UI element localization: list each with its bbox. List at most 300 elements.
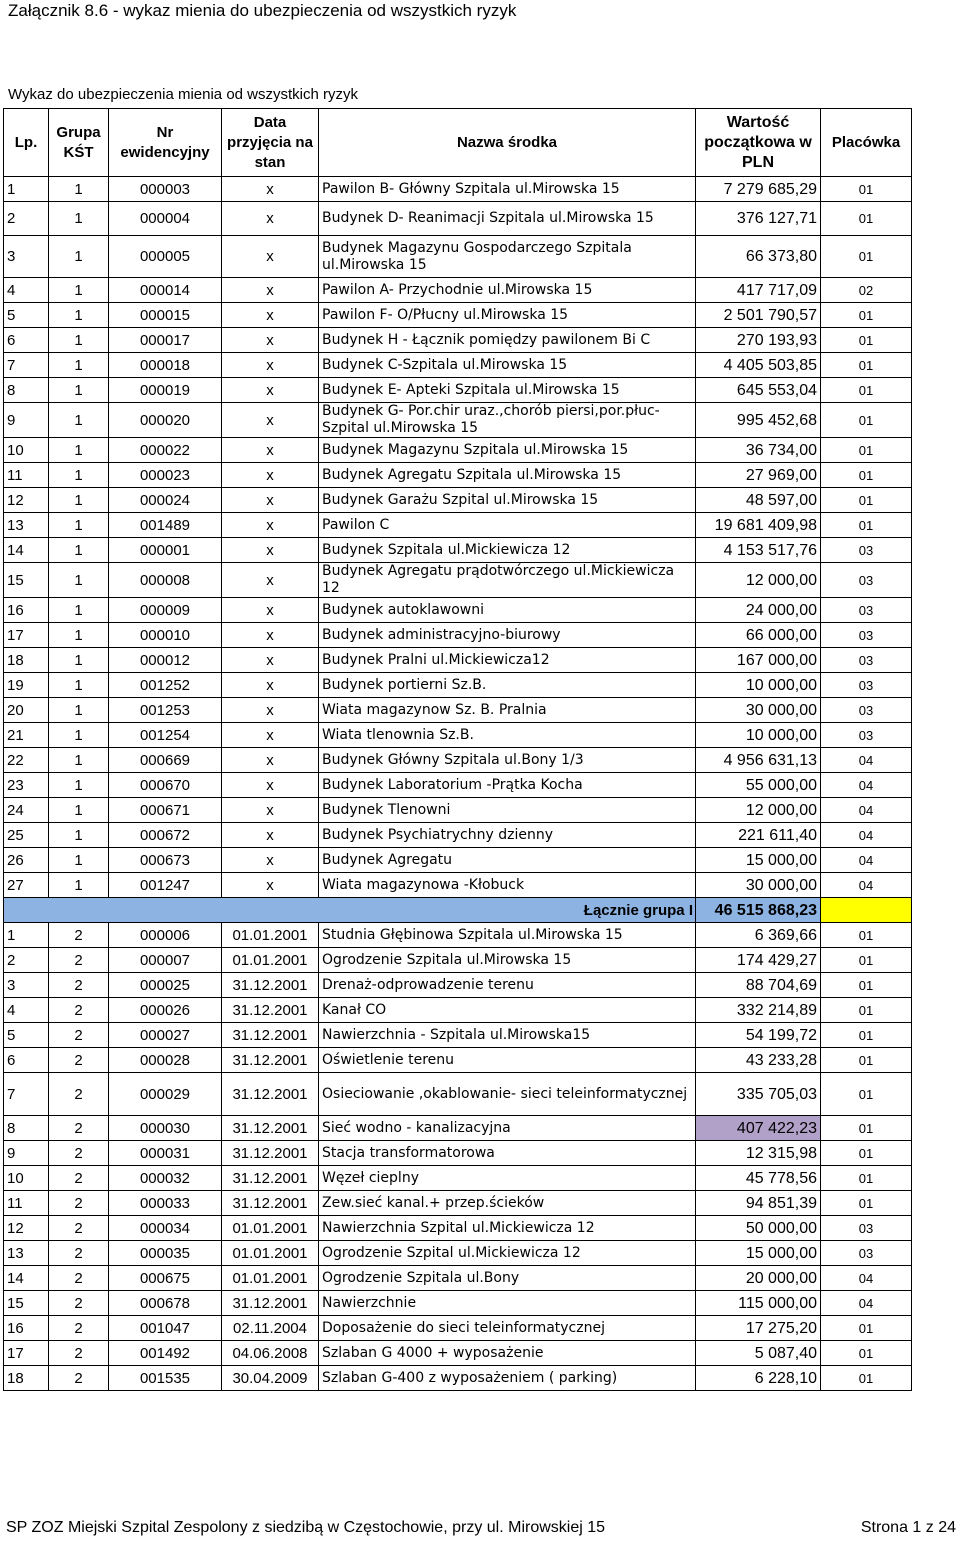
cell-wartosc: 36 734,00 bbox=[696, 438, 821, 463]
cell-data: x bbox=[222, 177, 319, 202]
table-row bbox=[4, 513, 912, 538]
cell-nazwa: Pawilon A- Przychodnie ul.Mirowska 15 bbox=[319, 278, 696, 303]
cell-nazwa: Wiata magazynow Sz. B. Pralnia bbox=[319, 698, 696, 723]
cell-grupa: 1 bbox=[49, 598, 109, 623]
cell-grupa: 1 bbox=[49, 278, 109, 303]
cell-nazwa: Budynek Agregatu bbox=[319, 848, 696, 873]
cell-nr: 000018 bbox=[109, 353, 222, 378]
cell-wartosc: 94 851,39 bbox=[696, 1191, 821, 1216]
cell-lp: 26 bbox=[4, 848, 49, 873]
cell-nazwa: Nawierzchnia Szpital ul.Mickiewicza 12 bbox=[319, 1216, 696, 1241]
cell-wartosc: 335 705,03 bbox=[696, 1073, 821, 1116]
cell-lp: 6 bbox=[4, 328, 49, 353]
table-row bbox=[4, 598, 912, 623]
table-row bbox=[4, 1023, 912, 1048]
cell-nr: 000669 bbox=[109, 748, 222, 773]
cell-wartosc: 54 199,72 bbox=[696, 1023, 821, 1048]
cell-placowka: 03 bbox=[821, 623, 912, 648]
cell-grupa: 1 bbox=[49, 378, 109, 403]
cell-wartosc: 6 228,10 bbox=[696, 1366, 821, 1391]
cell-nr: 000020 bbox=[109, 403, 222, 438]
cell-nazwa: Budynek Pralni ul.Mickiewicza12 bbox=[319, 648, 696, 673]
cell-grupa: 1 bbox=[49, 698, 109, 723]
cell-nr: 000008 bbox=[109, 563, 222, 598]
cell-grupa: 2 bbox=[49, 1366, 109, 1391]
cell-grupa: 1 bbox=[49, 463, 109, 488]
cell-wartosc: 55 000,00 bbox=[696, 773, 821, 798]
cell-nr: 000035 bbox=[109, 1241, 222, 1266]
cell-wartosc: 174 429,27 bbox=[696, 948, 821, 973]
table-row bbox=[4, 773, 912, 798]
cell-data: x bbox=[222, 648, 319, 673]
cell-data: 04.06.2008 bbox=[222, 1341, 319, 1366]
table-row bbox=[4, 1048, 912, 1073]
cell-lp: 22 bbox=[4, 748, 49, 773]
header-nazwa: Nazwa środka bbox=[319, 109, 696, 177]
cell-lp: 17 bbox=[4, 1341, 49, 1366]
cell-data: x bbox=[222, 623, 319, 648]
cell-data: 01.01.2001 bbox=[222, 1216, 319, 1241]
cell-placowka: 01 bbox=[821, 1023, 912, 1048]
cell-data: x bbox=[222, 438, 319, 463]
table-row bbox=[4, 648, 912, 673]
cell-grupa: 2 bbox=[49, 1023, 109, 1048]
cell-grupa: 2 bbox=[49, 1316, 109, 1341]
cell-wartosc: 10 000,00 bbox=[696, 723, 821, 748]
cell-nazwa: Ogrodzenie Szpitala ul.Mirowska 15 bbox=[319, 948, 696, 973]
cell-nazwa: Budynek C-Szpitala ul.Mirowska 15 bbox=[319, 353, 696, 378]
table-row bbox=[4, 973, 912, 998]
group-total-label: Łącznie grupa I bbox=[4, 898, 696, 923]
cell-nr: 000024 bbox=[109, 488, 222, 513]
cell-wartosc: 50 000,00 bbox=[696, 1216, 821, 1241]
cell-data: x bbox=[222, 673, 319, 698]
cell-lp: 8 bbox=[4, 378, 49, 403]
cell-placowka: 01 bbox=[821, 177, 912, 202]
cell-wartosc: 27 969,00 bbox=[696, 463, 821, 488]
cell-grupa: 1 bbox=[49, 177, 109, 202]
cell-nr: 000028 bbox=[109, 1048, 222, 1073]
cell-data: x bbox=[222, 598, 319, 623]
cell-nazwa: Sieć wodno - kanalizacyjna bbox=[319, 1116, 696, 1141]
cell-data: x bbox=[222, 798, 319, 823]
cell-data: 31.12.2001 bbox=[222, 1191, 319, 1216]
group-total-row bbox=[4, 898, 912, 923]
cell-grupa: 1 bbox=[49, 823, 109, 848]
cell-data: 31.12.2001 bbox=[222, 1291, 319, 1316]
cell-placowka: 03 bbox=[821, 1241, 912, 1266]
cell-data: x bbox=[222, 698, 319, 723]
cell-placowka: 04 bbox=[821, 823, 912, 848]
cell-grupa: 2 bbox=[49, 1191, 109, 1216]
table-row bbox=[4, 278, 912, 303]
table-row bbox=[4, 378, 912, 403]
cell-grupa: 1 bbox=[49, 623, 109, 648]
cell-nr: 000010 bbox=[109, 623, 222, 648]
cell-nr: 000032 bbox=[109, 1166, 222, 1191]
cell-lp: 5 bbox=[4, 1023, 49, 1048]
cell-nr: 000023 bbox=[109, 463, 222, 488]
cell-placowka: 01 bbox=[821, 488, 912, 513]
cell-grupa: 2 bbox=[49, 948, 109, 973]
table-row bbox=[4, 798, 912, 823]
cell-nr: 000670 bbox=[109, 773, 222, 798]
cell-nr: 000015 bbox=[109, 303, 222, 328]
cell-wartosc: 19 681 409,98 bbox=[696, 513, 821, 538]
cell-nazwa: Osieciowanie ,okablowanie- sieci teleinformatycznej bbox=[319, 1073, 696, 1116]
table-row bbox=[4, 848, 912, 873]
cell-grupa: 1 bbox=[49, 748, 109, 773]
cell-nazwa: Oświetlenie terenu bbox=[319, 1048, 696, 1073]
table-row bbox=[4, 202, 912, 236]
cell-wartosc: 66 373,80 bbox=[696, 236, 821, 278]
cell-wartosc: 270 193,93 bbox=[696, 328, 821, 353]
cell-lp: 25 bbox=[4, 823, 49, 848]
cell-data: 01.01.2001 bbox=[222, 1241, 319, 1266]
cell-nr: 000678 bbox=[109, 1291, 222, 1316]
cell-data: x bbox=[222, 773, 319, 798]
table-subtitle: Wykaz do ubezpieczenia mienia od wszystkich ryzyk bbox=[8, 86, 359, 103]
cell-nazwa: Budynek Laboratorium -Prątka Kocha bbox=[319, 773, 696, 798]
cell-lp: 1 bbox=[4, 923, 49, 948]
cell-grupa: 2 bbox=[49, 1291, 109, 1316]
cell-nazwa: Wiata magazynowa -Kłobuck bbox=[319, 873, 696, 898]
cell-lp: 7 bbox=[4, 353, 49, 378]
cell-data: x bbox=[222, 488, 319, 513]
cell-nazwa: Szlaban G 4000 + wyposażenie bbox=[319, 1341, 696, 1366]
cell-grupa: 1 bbox=[49, 353, 109, 378]
table-row bbox=[4, 998, 912, 1023]
cell-lp: 4 bbox=[4, 278, 49, 303]
cell-grupa: 1 bbox=[49, 798, 109, 823]
cell-grupa: 2 bbox=[49, 1141, 109, 1166]
cell-grupa: 2 bbox=[49, 1241, 109, 1266]
table-row bbox=[4, 538, 912, 563]
table-row bbox=[4, 1116, 912, 1141]
cell-lp: 18 bbox=[4, 1366, 49, 1391]
cell-lp: 5 bbox=[4, 303, 49, 328]
table-row bbox=[4, 403, 912, 438]
cell-nazwa: Studnia Głębinowa Szpitala ul.Mirowska 15 bbox=[319, 923, 696, 948]
cell-lp: 23 bbox=[4, 773, 49, 798]
table-row bbox=[4, 923, 912, 948]
cell-grupa: 1 bbox=[49, 873, 109, 898]
cell-grupa: 1 bbox=[49, 673, 109, 698]
cell-data: x bbox=[222, 202, 319, 236]
cell-nr: 000027 bbox=[109, 1023, 222, 1048]
cell-grupa: 1 bbox=[49, 438, 109, 463]
table-row bbox=[4, 328, 912, 353]
cell-placowka: 01 bbox=[821, 328, 912, 353]
cell-nazwa: Węzeł cieplny bbox=[319, 1166, 696, 1191]
cell-nr: 000022 bbox=[109, 438, 222, 463]
cell-data: 31.12.2001 bbox=[222, 998, 319, 1023]
cell-lp: 7 bbox=[4, 1073, 49, 1116]
cell-grupa: 1 bbox=[49, 236, 109, 278]
cell-data: x bbox=[222, 403, 319, 438]
cell-nr: 000009 bbox=[109, 598, 222, 623]
cell-nazwa: Budynek autoklawowni bbox=[319, 598, 696, 623]
cell-wartosc: 66 000,00 bbox=[696, 623, 821, 648]
cell-data: x bbox=[222, 873, 319, 898]
cell-placowka: 03 bbox=[821, 598, 912, 623]
cell-nr: 000003 bbox=[109, 177, 222, 202]
cell-lp: 11 bbox=[4, 1191, 49, 1216]
cell-grupa: 1 bbox=[49, 202, 109, 236]
cell-wartosc: 6 369,66 bbox=[696, 923, 821, 948]
cell-nazwa: Budynek Szpitala ul.Mickiewicza 12 bbox=[319, 538, 696, 563]
cell-grupa: 2 bbox=[49, 1073, 109, 1116]
cell-grupa: 1 bbox=[49, 538, 109, 563]
cell-data: x bbox=[222, 748, 319, 773]
cell-nazwa: Doposażenie do sieci teleinformatycznej bbox=[319, 1316, 696, 1341]
cell-nazwa: Pawilon C bbox=[319, 513, 696, 538]
cell-wartosc: 407 422,23 bbox=[696, 1116, 821, 1141]
cell-placowka: 01 bbox=[821, 1073, 912, 1116]
cell-nazwa: Budynek E- Apteki Szpitala ul.Mirowska 15 bbox=[319, 378, 696, 403]
cell-wartosc: 332 214,89 bbox=[696, 998, 821, 1023]
cell-nazwa: Ogrodzenie Szpitala ul.Bony bbox=[319, 1266, 696, 1291]
cell-grupa: 2 bbox=[49, 1341, 109, 1366]
cell-nazwa: Nawierzchnie bbox=[319, 1291, 696, 1316]
group-total-value: 46 515 868,23 bbox=[696, 898, 821, 923]
cell-wartosc: 12 315,98 bbox=[696, 1141, 821, 1166]
cell-wartosc: 4 405 503,85 bbox=[696, 353, 821, 378]
cell-nazwa: Budynek administracyjno-biurowy bbox=[319, 623, 696, 648]
cell-nazwa: Nawierzchnia - Szpitala ul.Mirowska15 bbox=[319, 1023, 696, 1048]
cell-nazwa: Budynek Garażu Szpital ul.Mirowska 15 bbox=[319, 488, 696, 513]
table-row bbox=[4, 1316, 912, 1341]
document-title: Załącznik 8.6 - wykaz mienia do ubezpieczenia od wszystkich ryzyk bbox=[8, 1, 517, 20]
header-data: Data przyjęcia na stan bbox=[222, 109, 319, 177]
cell-nr: 000012 bbox=[109, 648, 222, 673]
cell-nr: 000030 bbox=[109, 1116, 222, 1141]
cell-placowka: 01 bbox=[821, 513, 912, 538]
cell-placowka: 04 bbox=[821, 748, 912, 773]
cell-wartosc: 10 000,00 bbox=[696, 673, 821, 698]
cell-lp: 3 bbox=[4, 973, 49, 998]
cell-nr: 000673 bbox=[109, 848, 222, 873]
table-row bbox=[4, 1291, 912, 1316]
cell-nr: 000001 bbox=[109, 538, 222, 563]
cell-nazwa: Budynek G- Por.chir uraz.,chorób piersi,por.płuc- Szpital ul.Mirowska 15 bbox=[319, 403, 696, 438]
cell-nazwa: Budynek Tlenowni bbox=[319, 798, 696, 823]
cell-data: 01.01.2001 bbox=[222, 948, 319, 973]
cell-lp: 21 bbox=[4, 723, 49, 748]
cell-nazwa: Ogrodzenie Szpital ul.Mickiewicza 12 bbox=[319, 1241, 696, 1266]
cell-data: 01.01.2001 bbox=[222, 1266, 319, 1291]
cell-nr: 001047 bbox=[109, 1316, 222, 1341]
cell-grupa: 1 bbox=[49, 328, 109, 353]
footer-page-number: Strona 1 z 24 bbox=[860, 1519, 956, 1536]
cell-grupa: 2 bbox=[49, 973, 109, 998]
table-row bbox=[4, 353, 912, 378]
cell-data: x bbox=[222, 328, 319, 353]
table-row bbox=[4, 1166, 912, 1191]
cell-data: 30.04.2009 bbox=[222, 1366, 319, 1391]
cell-nazwa: Wiata tlenownia Sz.B. bbox=[319, 723, 696, 748]
cell-grupa: 2 bbox=[49, 998, 109, 1023]
cell-data: x bbox=[222, 463, 319, 488]
cell-nr: 000671 bbox=[109, 798, 222, 823]
cell-placowka: 01 bbox=[821, 1341, 912, 1366]
table-row bbox=[4, 748, 912, 773]
cell-data: x bbox=[222, 378, 319, 403]
cell-lp: 6 bbox=[4, 1048, 49, 1073]
cell-nr: 000026 bbox=[109, 998, 222, 1023]
cell-wartosc: 30 000,00 bbox=[696, 698, 821, 723]
table-row bbox=[4, 873, 912, 898]
cell-placowka: 01 bbox=[821, 1191, 912, 1216]
table-row bbox=[4, 1341, 912, 1366]
cell-data: x bbox=[222, 723, 319, 748]
cell-placowka: 01 bbox=[821, 973, 912, 998]
table-row bbox=[4, 1216, 912, 1241]
cell-grupa: 2 bbox=[49, 1266, 109, 1291]
cell-data: x bbox=[222, 563, 319, 598]
cell-wartosc: 376 127,71 bbox=[696, 202, 821, 236]
cell-wartosc: 17 275,20 bbox=[696, 1316, 821, 1341]
cell-grupa: 1 bbox=[49, 848, 109, 873]
cell-grupa: 1 bbox=[49, 488, 109, 513]
cell-lp: 13 bbox=[4, 513, 49, 538]
cell-placowka: 01 bbox=[821, 303, 912, 328]
cell-data: x bbox=[222, 848, 319, 873]
cell-data: 31.12.2001 bbox=[222, 1048, 319, 1073]
cell-nazwa: Zew.sieć kanal.+ przep.ścieków bbox=[319, 1191, 696, 1216]
cell-nr: 000017 bbox=[109, 328, 222, 353]
table-row bbox=[4, 1366, 912, 1391]
table-row bbox=[4, 1266, 912, 1291]
cell-nazwa: Budynek Agregatu prądotwórczego ul.Mickiewicza 12 bbox=[319, 563, 696, 598]
table-row bbox=[4, 438, 912, 463]
cell-data: 31.12.2001 bbox=[222, 1073, 319, 1116]
cell-nr: 001247 bbox=[109, 873, 222, 898]
cell-data: 02.11.2004 bbox=[222, 1316, 319, 1341]
cell-placowka: 04 bbox=[821, 1266, 912, 1291]
table-row bbox=[4, 563, 912, 598]
cell-placowka: 01 bbox=[821, 403, 912, 438]
cell-nazwa: Budynek Główny Szpitala ul.Bony 1/3 bbox=[319, 748, 696, 773]
cell-grupa: 1 bbox=[49, 648, 109, 673]
cell-data: x bbox=[222, 278, 319, 303]
cell-lp: 16 bbox=[4, 1316, 49, 1341]
cell-placowka: 01 bbox=[821, 1366, 912, 1391]
cell-nr: 000019 bbox=[109, 378, 222, 403]
cell-placowka: 03 bbox=[821, 648, 912, 673]
cell-placowka: 04 bbox=[821, 798, 912, 823]
cell-placowka: 03 bbox=[821, 1216, 912, 1241]
cell-wartosc: 4 956 631,13 bbox=[696, 748, 821, 773]
cell-lp: 9 bbox=[4, 403, 49, 438]
cell-nr: 000034 bbox=[109, 1216, 222, 1241]
cell-nazwa: Pawilon F- O/Płucny ul.Mirowska 15 bbox=[319, 303, 696, 328]
cell-nazwa: Budynek H - Łącznik pomiędzy pawilonem Bi C bbox=[319, 328, 696, 353]
cell-nr: 000014 bbox=[109, 278, 222, 303]
cell-lp: 27 bbox=[4, 873, 49, 898]
cell-grupa: 1 bbox=[49, 303, 109, 328]
cell-nazwa: Pawilon B- Główny Szpitala ul.Mirowska 15 bbox=[319, 177, 696, 202]
cell-lp: 20 bbox=[4, 698, 49, 723]
cell-wartosc: 645 553,04 bbox=[696, 378, 821, 403]
table-row bbox=[4, 1141, 912, 1166]
cell-lp: 4 bbox=[4, 998, 49, 1023]
cell-placowka: 04 bbox=[821, 873, 912, 898]
cell-lp: 1 bbox=[4, 177, 49, 202]
cell-grupa: 2 bbox=[49, 1116, 109, 1141]
cell-nazwa: Budynek D- Reanimacji Szpitala ul.Mirowska 15 bbox=[319, 202, 696, 236]
table-row bbox=[4, 723, 912, 748]
cell-grupa: 1 bbox=[49, 723, 109, 748]
table-row bbox=[4, 948, 912, 973]
cell-nr: 001492 bbox=[109, 1341, 222, 1366]
cell-grupa: 2 bbox=[49, 1166, 109, 1191]
cell-nr: 000675 bbox=[109, 1266, 222, 1291]
cell-nr: 000007 bbox=[109, 948, 222, 973]
cell-placowka: 01 bbox=[821, 236, 912, 278]
cell-lp: 18 bbox=[4, 648, 49, 673]
cell-nr: 000672 bbox=[109, 823, 222, 848]
cell-wartosc: 30 000,00 bbox=[696, 873, 821, 898]
cell-lp: 17 bbox=[4, 623, 49, 648]
cell-wartosc: 7 279 685,29 bbox=[696, 177, 821, 202]
group-total-marker bbox=[821, 898, 912, 923]
cell-lp: 10 bbox=[4, 1166, 49, 1191]
cell-data: 31.12.2001 bbox=[222, 973, 319, 998]
cell-nr: 001253 bbox=[109, 698, 222, 723]
cell-placowka: 01 bbox=[821, 1166, 912, 1191]
cell-lp: 9 bbox=[4, 1141, 49, 1166]
cell-data: x bbox=[222, 353, 319, 378]
cell-lp: 12 bbox=[4, 1216, 49, 1241]
table-row bbox=[4, 463, 912, 488]
header-nr: Nr ewidencyjny bbox=[109, 109, 222, 177]
cell-grupa: 2 bbox=[49, 1048, 109, 1073]
cell-data: x bbox=[222, 513, 319, 538]
table-header-row bbox=[4, 109, 912, 177]
cell-nr: 000033 bbox=[109, 1191, 222, 1216]
cell-grupa: 1 bbox=[49, 773, 109, 798]
cell-nr: 000029 bbox=[109, 1073, 222, 1116]
table-row bbox=[4, 823, 912, 848]
cell-placowka: 01 bbox=[821, 1316, 912, 1341]
cell-nazwa: Drenaż-odprowadzenie terenu bbox=[319, 973, 696, 998]
cell-placowka: 01 bbox=[821, 378, 912, 403]
cell-lp: 3 bbox=[4, 236, 49, 278]
cell-lp: 15 bbox=[4, 563, 49, 598]
header-grupa: Grupa KŚT bbox=[49, 109, 109, 177]
cell-wartosc: 43 233,28 bbox=[696, 1048, 821, 1073]
table-row bbox=[4, 673, 912, 698]
table-row bbox=[4, 1241, 912, 1266]
cell-data: x bbox=[222, 303, 319, 328]
table-row bbox=[4, 1073, 912, 1116]
cell-lp: 15 bbox=[4, 1291, 49, 1316]
cell-nr: 000031 bbox=[109, 1141, 222, 1166]
cell-placowka: 01 bbox=[821, 438, 912, 463]
cell-lp: 16 bbox=[4, 598, 49, 623]
cell-data: x bbox=[222, 236, 319, 278]
cell-nr: 001535 bbox=[109, 1366, 222, 1391]
cell-lp: 8 bbox=[4, 1116, 49, 1141]
cell-placowka: 03 bbox=[821, 538, 912, 563]
cell-wartosc: 45 778,56 bbox=[696, 1166, 821, 1191]
cell-nr: 000006 bbox=[109, 923, 222, 948]
cell-grupa: 2 bbox=[49, 923, 109, 948]
cell-placowka: 01 bbox=[821, 923, 912, 948]
cell-wartosc: 167 000,00 bbox=[696, 648, 821, 673]
cell-placowka: 01 bbox=[821, 202, 912, 236]
